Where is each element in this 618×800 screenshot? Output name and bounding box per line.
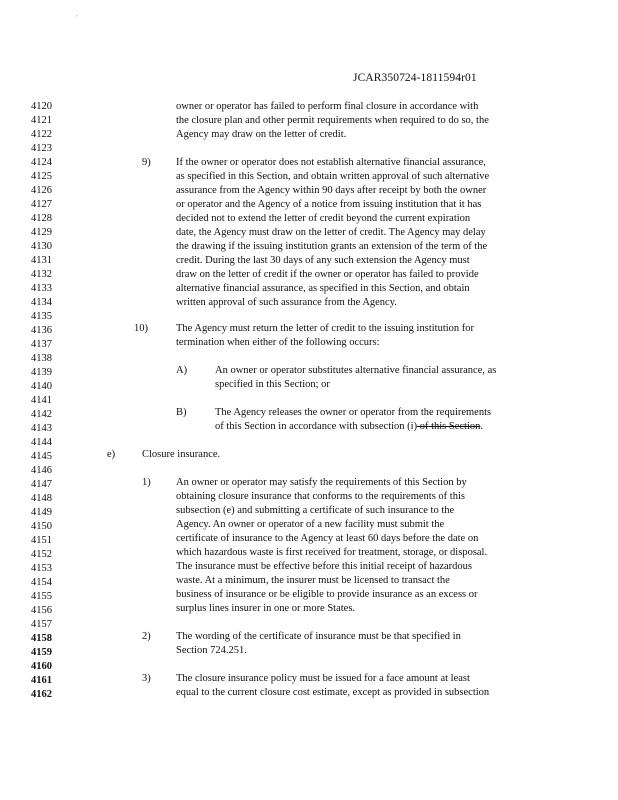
line-number: 4130 — [31, 241, 52, 252]
line-number: 4159 — [31, 647, 52, 658]
text-line-4156: surplus lines insurer in one or more States. — [176, 603, 356, 614]
line-number: 4131 — [31, 255, 52, 266]
line-number: 4155 — [31, 591, 52, 602]
text-line-4143-main: of this Section in accordance with subsection (i) — [215, 421, 418, 432]
document-header-code: JCAR350724-1811594r01 — [353, 72, 477, 84]
text-line-4124: If the owner or operator does not establish alternative financial assurance, — [176, 157, 486, 168]
line-number: 4132 — [31, 269, 52, 280]
item-marker-3: 3) — [142, 673, 151, 684]
line-number: 4153 — [31, 563, 52, 574]
line-number: 4140 — [31, 381, 52, 392]
item-marker-10: 10) — [134, 323, 148, 334]
line-number: 4129 — [31, 227, 52, 238]
line-number: 4157 — [31, 619, 52, 630]
line-number: 4133 — [31, 283, 52, 294]
line-number: 4149 — [31, 507, 52, 518]
line-number: 4161 — [31, 675, 52, 686]
text-line-4152: which hazardous waste is first received for treatment, storage, or disposal. — [176, 547, 488, 558]
line-number: 4121 — [31, 115, 52, 126]
line-number: 4137 — [31, 339, 52, 350]
text-line-4128: decided not to extend the letter of credit beyond the current expiration — [176, 213, 471, 224]
text-line-4151: certificate of insurance to the Agency at least 60 days before the date on — [176, 533, 479, 544]
item-marker-A: A) — [176, 365, 188, 376]
line-number: 4135 — [31, 311, 52, 322]
text-line-4150: Agency. An owner or operator of a new facility must submit the — [176, 519, 445, 530]
text-line-4161: The closure insurance policy must be issued for a face amount at least — [176, 673, 470, 684]
text-line-4147: An owner or operator may satisfy the requirements of this Section by — [176, 477, 467, 488]
text-line-4122: Agency may draw on the letter of credit. — [176, 129, 347, 140]
line-number: 4145 — [31, 451, 52, 462]
text-line-4130: the drawing if the issuing institution grants an extension of the term of the — [176, 241, 488, 252]
line-number: 4134 — [31, 297, 52, 308]
line-number: 4154 — [31, 577, 52, 588]
line-number: 4136 — [31, 325, 52, 336]
section-heading-closure-insurance: Closure insurance. — [142, 449, 221, 460]
text-line-4125: as specified in this Section, and obtain written approval of such alternative — [176, 171, 490, 182]
line-number: 4120 — [31, 101, 52, 112]
line-number: 4156 — [31, 605, 52, 616]
item-marker-1: 1) — [142, 477, 151, 488]
line-number: 4143 — [31, 423, 52, 434]
text-line-4133: alternative financial assurance, as specified in this Section, and obtain — [176, 283, 470, 294]
line-number: 4126 — [31, 185, 52, 196]
line-number: 4147 — [31, 479, 52, 490]
item-marker-9: 9) — [142, 157, 151, 168]
line-number: 4160 — [31, 661, 52, 672]
line-number: 4128 — [31, 213, 52, 224]
struck-text: of this Section — [417, 421, 481, 432]
text-line-4149: subsection (e) and submitting a certificate of such insurance to the — [176, 505, 455, 516]
text-line-4158: The wording of the certificate of insurance must be that specified in — [176, 631, 461, 642]
line-number: 4162 — [31, 689, 52, 700]
line-number: 4139 — [31, 367, 52, 378]
text-line-4132: draw on the letter of credit if the owner or operator has failed to provide — [176, 269, 479, 280]
text-line-4143-end: . — [480, 421, 483, 432]
line-number: 4150 — [31, 521, 52, 532]
section-marker-e: e) — [107, 449, 116, 460]
text-line-4134: written approval of such assurance from the Agency. — [176, 297, 397, 308]
line-number: 4151 — [31, 535, 52, 546]
line-number: 4158 — [31, 633, 52, 644]
text-line-4155: business of insurance or be eligible to provide insurance as an excess or — [176, 589, 478, 600]
line-number: 4125 — [31, 171, 52, 182]
text-line-4120: owner or operator has failed to perform final closure in accordance with — [176, 101, 479, 112]
line-number: 4148 — [31, 493, 52, 504]
text-line-4129: date, the Agency must draw on the letter of credit. The Agency may delay — [176, 227, 486, 238]
line-number: 4146 — [31, 465, 52, 476]
text-line-4137: termination when either of the following occurs: — [176, 337, 380, 348]
line-number: 4122 — [31, 129, 52, 140]
text-line-4154: waste. At a minimum, the insurer must be licensed to transact the — [176, 575, 450, 586]
line-number: 4124 — [31, 157, 52, 168]
item-marker-2: 2) — [142, 631, 151, 642]
line-number: 4141 — [31, 395, 52, 406]
text-line-4136: The Agency must return the letter of credit to the issuing institution for — [176, 323, 475, 334]
text-line-4153: The insurance must be effective before this initial receipt of hazardous — [176, 561, 473, 572]
text-line-4159: Section 724.251. — [176, 645, 247, 656]
line-number: 4138 — [31, 353, 52, 364]
text-line-4127: or operator and the Agency of a notice from issuing institution that it has — [176, 199, 482, 210]
text-line-4126: assurance from the Agency within 90 days after receipt by both the owner — [176, 185, 487, 196]
text-line-4140: specified in this Section; or — [215, 379, 330, 390]
text-line-4121: the closure plan and other permit requirements when required to do so, the — [176, 115, 489, 126]
item-marker-B: B) — [176, 407, 187, 418]
text-line-4131: credit. During the last 30 days of any such extension the Agency must — [176, 255, 470, 266]
corner-mark: ' — [76, 14, 78, 22]
text-line-4139: An owner or operator substitutes alternative financial assurance, as — [215, 365, 497, 376]
line-number: 4152 — [31, 549, 52, 560]
line-number: 4123 — [31, 143, 52, 154]
text-line-4162: equal to the current closure cost estimate, except as provided in subsection — [176, 687, 490, 698]
text-line-4148: obtaining closure insurance that conforms to the requirements of this — [176, 491, 465, 502]
line-number: 4142 — [31, 409, 52, 420]
text-line-4142: The Agency releases the owner or operator from the requirements — [215, 407, 492, 418]
line-number: 4127 — [31, 199, 52, 210]
text-line-4143 — [215, 421, 483, 432]
line-number: 4144 — [31, 437, 52, 448]
